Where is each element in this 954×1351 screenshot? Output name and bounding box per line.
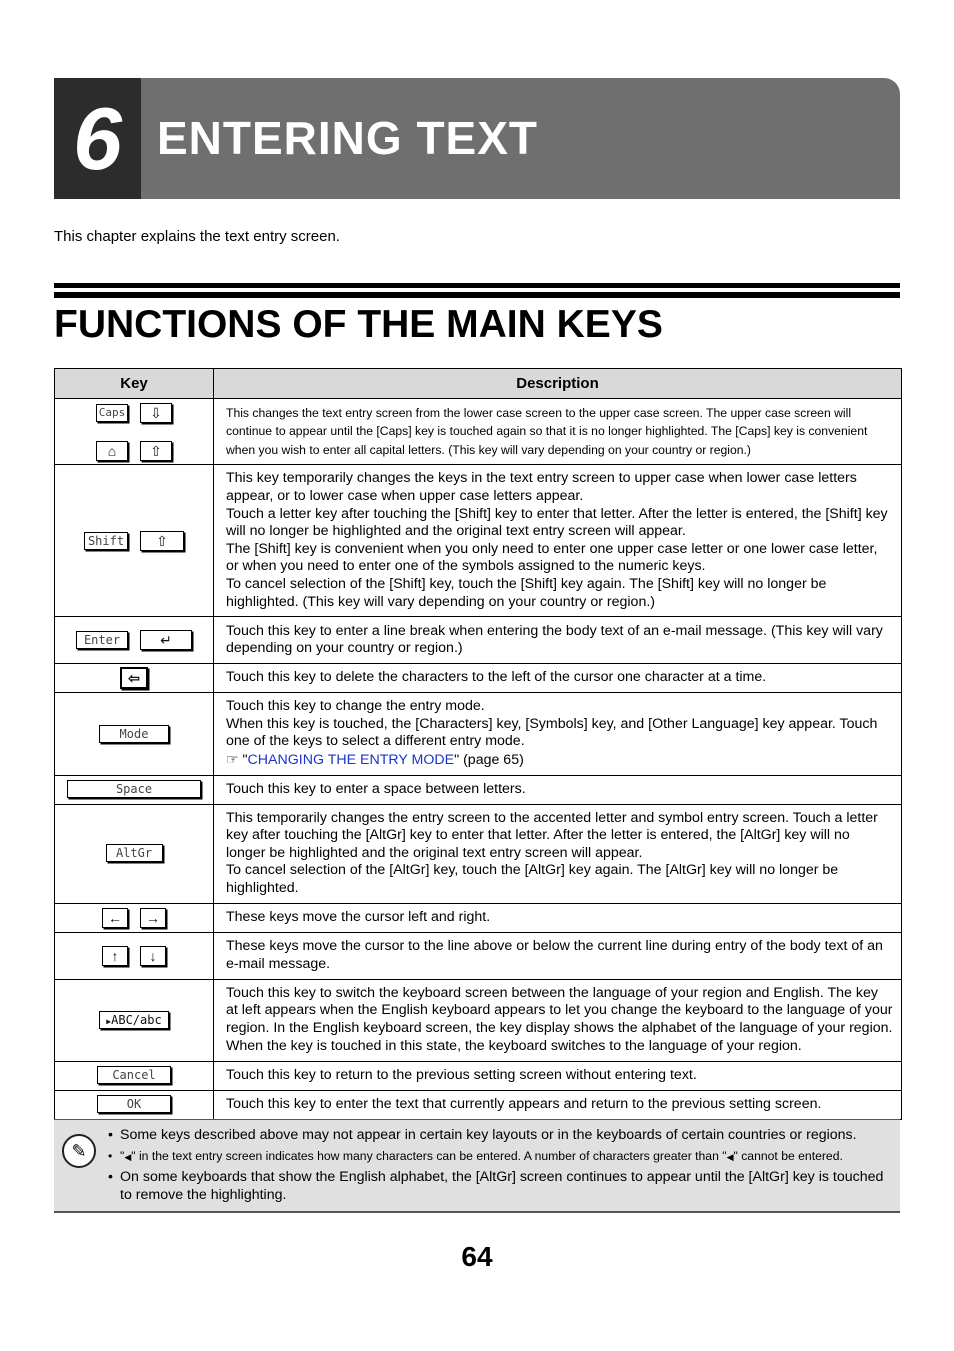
changing-entry-mode-link[interactable]: CHANGING THE ENTRY MODE xyxy=(247,752,455,768)
note-list xyxy=(108,1127,893,1207)
mode-reference: ☞ "CHANGING THE ENTRY MODE" (page 65) xyxy=(226,751,524,768)
section-rule-bottom xyxy=(54,292,900,298)
key-cell xyxy=(55,465,214,617)
play-triangle-icon: ▶ xyxy=(106,1016,112,1026)
note-item: • Some keys described above may not appear in certain key layouts or in the keyboards of certain countries or regions. xyxy=(108,1127,893,1145)
enter-return-icon: ↵ xyxy=(140,630,192,650)
description-cell: Touch this key to enter a space between letters. xyxy=(214,775,902,804)
caps-lock-shift-icon: ⇧ xyxy=(140,441,172,461)
note-item: • On some keyboards that show the English alphabet, the [AltGr] screen continues to appear until the [AltGr] key is touched to remove the highlighting. xyxy=(108,1169,893,1204)
note-item xyxy=(108,1148,893,1167)
char-count-icon: ◀ xyxy=(124,1151,132,1162)
backspace-icon: ⇦ xyxy=(120,667,148,689)
pencil-note-icon: ✎ xyxy=(62,1134,96,1168)
key-cell xyxy=(55,804,214,903)
arrow-left-icon: ← xyxy=(102,908,128,928)
description-cell xyxy=(214,693,902,775)
table-row xyxy=(55,1090,902,1119)
shift-key: Shift xyxy=(84,532,128,550)
chapter-banner xyxy=(54,78,900,199)
enter-key: Enter xyxy=(76,631,128,649)
section-title: FUNCTIONS OF THE MAIN KEYS xyxy=(54,303,663,346)
description-cell: These keys move the cursor left and right. xyxy=(214,903,902,932)
note-text-b: " in the text entry screen indicates how many characters can be entered. A number of characters greater than " xyxy=(131,1148,727,1163)
note-text-c: " cannot be entered. xyxy=(733,1148,843,1163)
chapter-title: ENTERING TEXT xyxy=(157,112,539,164)
table-row xyxy=(55,903,902,932)
caps-home-icon: ⌂ xyxy=(96,441,128,461)
section-rule-top xyxy=(54,283,900,288)
description-cell: Touch this key to switch the keyboard screen between the language of your region and English. The key at left appears when the English keyboard appears to let you change the keyboard to the language of your region. In the English keyboard screen, the key display shows the alphabet of the language of your region. When the key is touched in this state, the keyboard switches to the language of your region. xyxy=(214,979,902,1061)
header-key: Key xyxy=(55,369,214,399)
char-count-icon: ◀ xyxy=(726,1151,734,1162)
header-description: Description xyxy=(214,369,902,399)
abc-abc-key xyxy=(99,1011,169,1029)
abc-abc-label: ABC/abc xyxy=(111,1012,162,1027)
description-cell: This changes the text entry screen from the lower case screen to the upper case screen. The upper case screen will continue to appear until the [Caps] key is touched again so that it is no longer highlighted. The [Caps] key is convenient when you wish to enter all capital letters. (This key will vary depending on your country or region.) xyxy=(214,399,902,465)
table-row xyxy=(55,465,902,617)
table-row xyxy=(55,617,902,664)
table-row xyxy=(55,399,902,465)
table-row xyxy=(55,1061,902,1090)
table-row xyxy=(55,664,902,693)
table-header-row xyxy=(55,369,902,399)
key-cell xyxy=(55,903,214,932)
key-cell xyxy=(55,932,214,979)
description-cell: Touch this key to delete the characters to the left of the cursor one character at a time. xyxy=(214,664,902,693)
space-key: Space xyxy=(67,780,201,798)
shift-arrow-icon: ⇧ xyxy=(140,531,184,551)
note-box xyxy=(54,1119,900,1213)
reference-page: (page 65) xyxy=(463,752,524,768)
description-cell: Touch this key to return to the previous setting screen without entering text. xyxy=(214,1061,902,1090)
altgr-key: AltGr xyxy=(106,844,163,862)
key-cell xyxy=(55,617,214,664)
table-row xyxy=(55,775,902,804)
page-number: 64 xyxy=(461,1241,493,1272)
table-row xyxy=(55,693,902,775)
key-cell xyxy=(55,775,214,804)
description-cell: This temporarily changes the entry screen to the accented letter and symbol entry screen. Touch a letter key after touching the [AltGr] key to enter that letter. After the letter is entered, the [AltGr] key will no longer be highlighted and the original text entry screen will appear. To cancel selection of the [AltGr] key, touch the [AltGr] key again. The [AltGr] key will no longer be highlighted. xyxy=(214,804,902,903)
key-cell xyxy=(55,664,214,693)
arrow-down-icon: ↓ xyxy=(140,946,166,966)
key-cell xyxy=(55,399,214,465)
key-cell xyxy=(55,1090,214,1119)
description-cell: This key temporarily changes the keys in the text entry screen to upper case when lower case letters appear, or to lower case when upper case letters appear. Touch a letter key after touching the [Shift] key to enter that letter. After the letter is entered, the [Shift] key will no longer be highlighted and the original text entry screen will appear. The [Shift] key is convenient when you only need to enter one upper case letter or one lower case letter, or when you need to enter one of the symbols assigned to the numeric keys. To cancel selection of the [Shift] key, touch the [Shift] key again. The [Shift] key will no longer be highlighted. (This key will vary depending on your country or region.) xyxy=(214,465,902,617)
description-cell: These keys move the cursor to the line above or below the current line during entry of the body text of an e-mail message. xyxy=(214,932,902,979)
table-row xyxy=(55,804,902,903)
caps-key: Caps xyxy=(96,404,128,422)
cancel-key: Cancel xyxy=(97,1066,171,1084)
table-row xyxy=(55,932,902,979)
note-text-a: " xyxy=(120,1148,125,1163)
table-row xyxy=(55,979,902,1061)
key-cell xyxy=(55,979,214,1061)
arrow-up-icon: ↑ xyxy=(102,946,128,966)
key-cell xyxy=(55,1061,214,1090)
reference-hand-icon: ☞ xyxy=(226,751,239,767)
caps-lock-icon: ⇩ xyxy=(140,403,172,423)
chapter-intro: This chapter explains the text entry screen. xyxy=(54,228,340,245)
mode-description: Touch this key to change the entry mode. When this key is touched, the [Characters] key, [Symbols] key, and [Other Language] key appear. Touch one of the keys to select a different entry mode. xyxy=(226,698,878,750)
mode-key: Mode xyxy=(99,725,169,743)
key-cell xyxy=(55,693,214,775)
arrow-right-icon: → xyxy=(140,908,166,928)
description-cell: Touch this key to enter a line break when entering the body text of an e-mail message. (This key will vary depending on your country or region.) xyxy=(214,617,902,664)
keys-table xyxy=(54,368,902,1120)
ok-key: OK xyxy=(97,1095,171,1113)
description-cell: Touch this key to enter the text that currently appears and return to the previous setting screen. xyxy=(214,1090,902,1119)
chapter-number: 6 xyxy=(54,78,141,199)
